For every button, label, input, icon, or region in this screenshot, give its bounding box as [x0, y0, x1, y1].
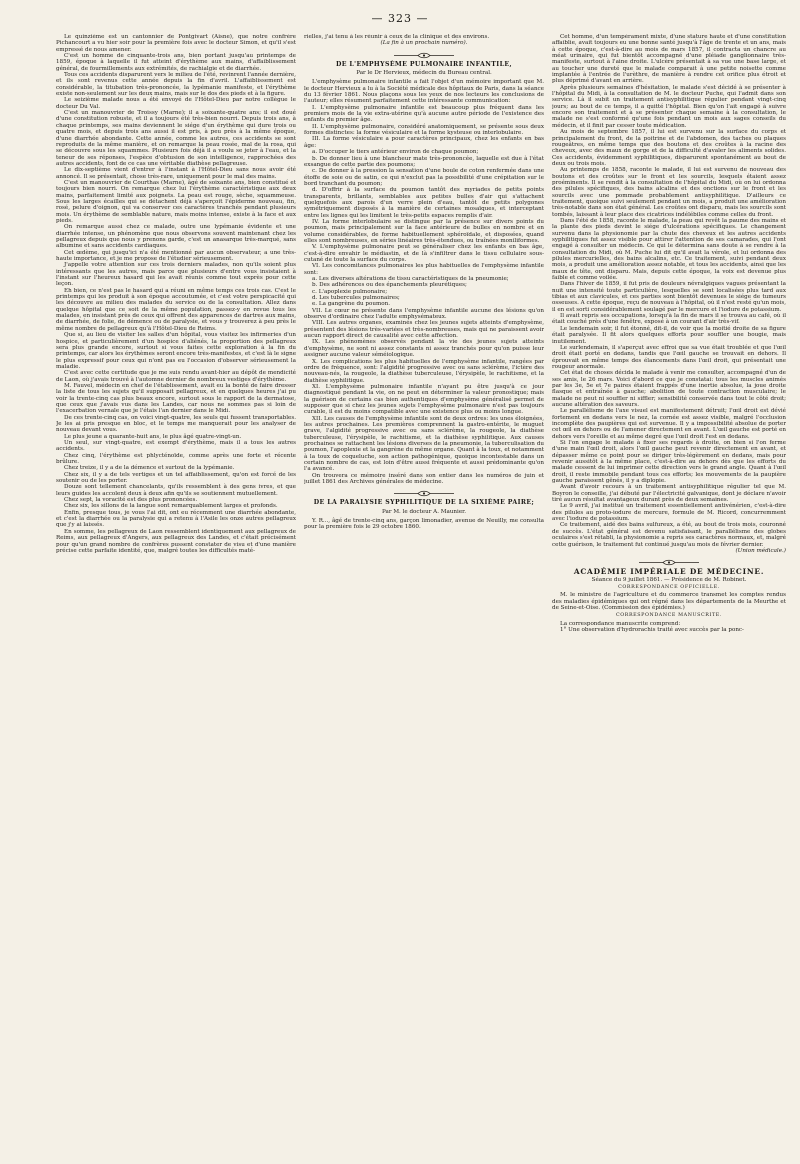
paragraph: XII. Les causes de l'emphysème infantile sont de deux ordres: les unes éloignées, les autres prochaines. Les premières comprennent la gastro-entérite, le muguet grave, l'algidité progressive avec ou sans sclérème, la rougeole, la diathèse tuberculeuse, l'érysipèle, le rachitisme, et la diathèse syphilitique. Aux causes prochaines se rattachent les lésions diverses de la pneumonie, la tuberculisation du poumon, l'apoplexie et la gangrène du même organe. Quant à la toux, et notamment à la toux de coqueluche, son action pathogénique, quoique incontestable dans un certain nombre de cas, est loin d'être aussi fréquente et aussi prédominante qu'on l'a avancé.: [304, 415, 544, 473]
paragraph: VIII. Les autres organes, examinés chez les jeunes sujets atteints d'emphysème, présentent des lésions très-variées et très-nombreuses, mais qui ne paraissent avoir aucun rapport direct de causalité avec cette affection.: [304, 320, 544, 340]
paragraph: Il avait repris ses occupations, lorsqu'à la fin de mars il se trouva au café, où il était couché près d'une fenêtre, exposé à un courant d'air très-vif.: [552, 313, 786, 326]
paragraph: En somme, les pellagreux de Laon ressemblent identiquement aux pellagreux de Reims, aux pellagreux d'Angers, aux pellagreux des Landes, et c'était précisément pour qu'un grand nombre de confrères pussent constater de visu et d'une manière précise cette parfaite identité, que, malgré toutes les difficultés maté-: [56, 528, 296, 554]
continuation-note: (La fin à un prochain numéro).: [380, 40, 468, 47]
section-title-emphyseme: DE L'EMPHYSÈME PULMONAIRE INFANTILE,: [335, 60, 513, 68]
paragraph: d. D'offrir à la surface du poumon tantôt des myriades de petits points transparents, brillants, semblables aux petites bulles d'air qui s'attachent quelquefois aux parois d'un verre plein d'eau, tantôt de petits polygones symétriquement disposés à la manière de certaines mosaïques, et interceptant entre les lignes qui les limitent le très-petits espaces remplis d'air.: [304, 187, 544, 219]
column-left: [56, 34, 296, 1156]
paragraph: Le plus jeune a quarante-huit ans, le plus âgé quatre-vingt-un.: [64, 433, 242, 440]
paragraph: Le quinzième est un cantonnier de Pontgivart (Aisne), que notre confrère Pichancourt a vu hier soir pour la première fois avec le docteur Simon, et qu'il s'est empressé de nous amener.: [56, 34, 296, 53]
paragraph: Dans l'hiver de 1859, il fut pris de douleurs névralgiques vagues présentant la nuit une intensité toute particulière, lesquelles se sont localisées plus tard aux tibias et aux clavicules, et ces parties sont bientôt devenues le siége de tumeurs osseuses. A cette époque, reçu de nouveau à l'hôpital, où il n'est resté qu'un mois, il en est sorti considérablement soulagé par le mercure et l'iodure de potassium.: [552, 281, 786, 313]
page-number: — 323 —: [371, 12, 429, 25]
paragraph: Cet œdème, qui jusqu'ici n'a été mentionné par aucun observateur, a une très-haute importance, et je me propose de l'étudier sérieusement.: [56, 249, 296, 263]
paragraph: Chez sept, la voracité est des plus prononcées.: [64, 497, 198, 504]
section-byline-paralysie: Par M. le docteur A. Maunier.: [382, 508, 466, 515]
paragraph: VI. Les concomitances pulmonaires les plus habituelles de l'emphysème infantile sont:: [304, 263, 544, 276]
paragraph: La correspondance manuscrite comprend:: [560, 620, 681, 627]
paragraph: Enfin, presque tous, je vous l'ai dit, ont eu récemment une diarrhée abondante, et c'est la diarrhée ou la paralysie qui a retenu à l'Asile les onze autres pellagreux que j'y ai laissés.: [56, 509, 296, 529]
paragraph: e. La gangrène du poumon.: [312, 301, 391, 308]
paragraph: M. le ministre de l'agriculture et du commerce transmet les comptes rendus des maladies épidémiques qui ont régné dans les départements de la Meurthe et de Seine-et-Oise. (Commission des épidémies.): [552, 592, 786, 611]
paragraph: Dans l'été de 1858, raconte le malade, la peau qui revêt la paume des mains et la plante des pieds devint le siége d'ulcérations spécifiques. Le changement survenu dans la physionomie par la chute des cheveux et les autres accidents syphilitiques fut assez visible pour attirer l'attention de ses camarades, qui l'ont engagé à consulter un médecin. Ce qui le détermina sans doute à se rendre à la consultation du Midi, où M. Puche lui dit qu'il avait la vérole, et lui ordonna des pilules mercurielles, des bains alcalins, etc. Ce traitement, suivi pendant deux mois, a produit une amélioration assez notable, et tous les accidents, ainsi que les maux de tête, ont disparu. Mais, depuis cette époque, la voix est devenue plus faible et comme voilée.: [552, 217, 786, 282]
ornament-divider: [392, 52, 456, 59]
paragraph: On remarque aussi chez ce malade, outre une lypémanie évidente et une diarrhée intense, un phénomène que nous observons souvent maintenant chez les pellagreux depuis que nous y prenons garde, c'est un anasarque très-marqué, sans albumine et sans accidents cardiaques.: [56, 224, 296, 250]
paragraph: Chez cinq, l'érythème est phlycténoïde, comme après une forte et récente brûlure.: [56, 452, 296, 466]
paragraph: Cet état de choses décida le malade à venir me consulter, accompagné d'un de ses amis, le 26 mars. Voici d'abord ce que je constatai: tous les muscles animés par les 3e, 5e et 7e paires étaient frappés d'une inertie absolue, la joue droite flasque et entraînée à gauche; abolition de toute contraction musculaire; le malade ne peut ni souffler ni siffler; sensibilité conservée dans tout le côté droit; aucune altération des saveurs.: [552, 370, 786, 408]
paragraph: IX. Les phénomènes observés pendant la vie des jeunes sujets atteints d'emphysème, ne sont ni assez constants ni assez tranchés pour qu'on puisse leur assigner aucune valeur séméiologique.: [304, 339, 544, 359]
paragraph: L'emphysème pulmonaire infantile a fait l'objet d'un mémoire important que M. le docteur Hervieux a lu à la Société médicale des hôpitaux de Paris, dans la séance du 13 février 1861. Nous plaçons sous les yeux de nos lecteurs les conclusions de l'auteur; elles résument parfaitement cette intéressante communication:: [304, 79, 544, 105]
paralysie-body: [552, 34, 786, 548]
paragraph: Avant d'avoir recours à un traitement antisyphilitique régulier tel que M. Boyron le conseille, j'ai débuté par l'électricité galvanique, dont je déclare n'avoir tiré aucun résultat avantageux durant près de deux semaines.: [552, 484, 786, 504]
paragraph: Si l'on engage le malade à fixer ses regards à droite, on bien si l'on ferme d'une main l'œil droit, alors l'œil gauche peut revenir directement en avant, et dépasser même ce point pour se diriger très-légèrement en dedans, mais pour revenir aussitôt à la même place, c'est-à-dire au dehors dès que les efforts du malade cessent de lui imprimer cette direction vers le grand angle. Quant à l'œil droit, il reste immobile pendant tous ces efforts; les mouvements de la paupière gauche paraissent gênés, il y a diplopie.: [552, 440, 786, 485]
ornament-divider: [392, 490, 456, 497]
paragraph: c. De donner à la pression la sensation d'une boule de coton renfermée dans une étoffe de soie ou de satin, ce qui n'exclut pas la possibilité d'une crépitation sur le bord tranchant du poumon;: [304, 168, 544, 187]
paragraph: Le surlendemain, il s'aperçut avec effroi que sa vue était troublée et que l'œil droit était porté en dedans, tandis que l'œil gauche se trouvait en dehors. Il éprouvait en même temps des élancements dans l'œil droit, qui présentait une rougeur anormale.: [552, 344, 786, 370]
manuscript-correspondence-heading: CORRESPONDANCE MANUSCRITE.: [615, 613, 723, 619]
paragraph: II. L'emphysème pulmonaire, considéré anatomiquement, se présente sous deux formes distinctes: la forme vésiculaire et la forme kysteuse ou interlobulaire.: [304, 123, 544, 137]
paragraph: 1° Une observation d'hydrorachis traité avec succès par la ponc-: [560, 626, 744, 633]
paragraph: c. L'apoplexie pulmonaire;: [312, 288, 388, 295]
paragraph: J'appelle votre attention sur ces trois derniers malades, non qu'ils soient plus intéressants que les autres, mais parce que plusieurs d'entre vous insistaient à l'instant sur l'heureux hasard qui les avait réunis comme tout exprès pour cette leçon.: [56, 262, 296, 288]
paragraph: Un seul, sur vingt-quatre, est exempt d'érythème, mais il a tous les autres accidents.: [56, 440, 296, 453]
paragraph: On trouvera ce mémoire inséré dans son entier dans les numéros de juin et juillet 1861 des Archives générales de médecine.: [304, 472, 544, 486]
official-correspondence-heading: CORRESPONDANCE OFFICIELLE.: [618, 584, 720, 590]
paragraph: d. Les tubercules pulmonaires;: [312, 295, 400, 302]
paragraph: Le dix-septième vient d'entrer à l'instant à l'Hôtel-Dieu sans nous avoir été annoncé. Il se présentait, chose très-rare, uniquement pour le mal des mains.: [56, 167, 296, 180]
paragraph: M. Fauvel, médecin en chef de l'établissement, avait eu la bonté de faire dresser la liste de tous les sujets qu'il supposait pellagreux, et en quelques heures j'ai pu voir la trente-cinq cas plus beaux encore, surtout sous le rapport de la dermatose, que ceux que j'avais vus dans les Landes, car nous ne sommes pas si loin de l'exacerbation vernale que je l'étais l'an dernier dans le Midi.: [56, 382, 296, 415]
paragraph: C'est un homme de cinquante-trois ans, bien portant jusqu'au printemps de 1859, époque à laquelle il fut atteint d'érythème aux mains, d'affaiblissement général, de fourmillements aux extrémités, de rachialgie et de diarrhée.: [56, 53, 296, 72]
col2-intro: rielles, j'ai tenu à les réunir à ceux de la clinique et des environs.: [304, 34, 490, 40]
paragraph: C'est un manouvrier de Troissy (Marne); il a soixante-quatre ans; il est doué d'une constitution robuste, et il a toujours été très-bien nourri. Depuis trois ans, à chaque printemps, ses mains deviennent le siége d'un érythème qui dure trois ou quatre mois, et depuis trois ans aussi il est pris, à peu près à la même époque, d'une diarrhée abondante. Cette année, comme les autres, ces accidents se sont reproduits de la même manière, et on remarque la peau rosée, mal de la rosa, qui se découvre sous les squammes. Plusieurs fois déjà il a voulu se jeter à l'eau, et la teneur de ses réponses, l'espèce d'obtusion de son intelligence, rapprochées des autres accidents, font de ce cas une véritable diathèse pellagreuse.: [56, 110, 296, 167]
paragraph: VII. Le cœur ne présente dans l'emphysème infantile aucune des lésions qu'on observe d'ordinaire chez l'adulte emphysémateux.: [304, 307, 544, 321]
paragraph: I. L'emphysème pulmonaire infantile est beaucoup plus fréquent dans les premiers mois de la vie extra-utérine qu'à aucune autre période de l'existence des enfants du premier âge.: [304, 104, 544, 124]
paragraph: Douze sont tellement chancelants, qu'ils ressemblent à des gens ivres, et que leurs guides les accolent deux à deux afin qu'ils se soutiennent mutuellement.: [56, 484, 296, 497]
source-signature: (Union médicale.): [735, 547, 786, 554]
paragraph: a. D'occuper le tiers antérieur environ de chaque poumon;: [312, 149, 479, 156]
paragraph: XI. L'emphysème pulmonaire infantile n'ayant pu être jusqu'à ce jour diagnostiqué pendant la vie, on ne peut en déterminer la valeur pronostique; mais la guérison de certains cas bien authentiques d'emphysème généralisé permet de supposer que si chez les jeunes sujets l'emphysème pulmonaire n'est pas toujours curable, il est du moins compatible avec une existence plus ou moins longue.: [304, 383, 544, 416]
paragraph: Le 9 avril, j'ai institué un traitement essentiellement antivénérien, c'est-à-dire des pilules au proto-iodure de mercure, formule de M. Ricord, concurremment avec l'iodure de potassium.: [552, 503, 786, 523]
section-byline-emphyseme: Par le Dr Hervieux, médecin du Bureau central.: [356, 70, 492, 77]
paragraph: III. La forme vésiculaire a pour caractères principaux, chez les enfants en bas âge:: [304, 136, 544, 149]
emphyseme-body: [304, 79, 544, 485]
paragraph: Le lendemain soir, il fut étonné, dit-il, de voir que la moitié droite de sa figure était paralysée. Il fit alors quelques efforts pour souffler une bougie, mais inutilement.: [552, 325, 786, 345]
column-right: [552, 34, 786, 1156]
paragraph: Eh bien, ce n'est pas le hasard qui a réuni en même temps ces trois cas. C'est le printemps qui les produit à son époque accoutumée, et c'est votre perspicacité qui les découvre au milieu des malades du service ou de la consultation. Allez dans quelque hôpital que ce soit de la même population, passez-y en revue tous les malades, en insistant près de ceux qui offrent des apparences de dartres aux mains, de diarrhée, de folie, de démence ou de paralysie, et vous y trouverez à peu près le même nombre de pellagreux qu'à l'Hôtel-Dieu de Reims.: [56, 287, 296, 332]
paragraph: IV. La forme interlobulaire se distingue par la présence sur divers points du poumon, mais principalement sur la face antérieure de bulles en nombre et en volume considérables, de forme habituellement sphéroïdale, et disposées, quand elles sont nombreuses, en séries linéaires très-étendues, ou traînées moniliformes.: [304, 218, 544, 244]
paragraph: V. L'emphysème pulmonaire peut se généraliser chez les enfants en bas âge, c'est-à-dire envahir le médiastin, et de là s'infiltrer dans le tissu cellulaire sous-cutané de toute la surface du corps.: [304, 244, 544, 263]
paragraph: Que si, au lieu de visiter les salles d'un hôpital, vous visitez les infirmeries d'un hospice, et particulièrement d'un hospice d'aliénés, la proportion des pellagreux sera plus grande encore, surtout si vous faites cette exploration à la fin du printemps, car alors les érythèmes seront encore très-manifestes, et c'est là le signe le plus expressif pour ceux qui n'ont pas eu l'occasion d'observer sérieusement la maladie.: [56, 332, 296, 370]
paragraph: Chez six, les sillons de la langue sont remarquablement larges et profonds.: [64, 503, 278, 510]
academy-session: Séance du 9 juillet 1861. — Présidence de M. Robinet.: [591, 576, 747, 583]
paragraph: b. Des adhérences ou des épanchements pleurétiques;: [312, 282, 467, 289]
paragraph: Ce traitement, aidé des bains sulfureux, a été, au bout de trois mois, couronné de succès. L'état général est devenu satisfaisant, le parallélisme des globes oculaires s'est rétabli, la physionomie a repris ses caractères normaux, et, malgré cette guérison, le traitement fut continué jusqu'au mois de février dernier.: [552, 522, 786, 548]
paragraph: Cet homme, d'un tempérament mixte, d'une stature haute et d'une constitution affaiblie, avait toujours eu une bonne santé jusqu'à l'âge de trente et un ans, mais à cette époque, c'est-à-dire au mois de mars 1857, il contracta un chancre au méat urinaire, qui fut bientôt accompagné d'une pléiade ganglionnaire très-manifeste, surtout à l'aine droite. L'ulcère présentait à sa vue une base large, et au toucher une dureté que le malade comparait à une petite noisette comme implantée à l'entrée de l'urèthre, de manière à rendre cet orifice plus étroit et plus déprimé d'avant en arrière.: [552, 34, 786, 85]
paragraph: Le parallélisme de l'axe visuel est manifestement détruit; l'œil droit est dévié fortement en dedans vers le nez, la cornée est assez visible, malgré l'occlusion incomplète des paupières qui est survenue. Il y a impossibilité absolue de porter cet œil en dehors ou de l'amener directement en avant. L'œil gauche est porté en dehors vers l'oreille et au même degré que l'œil droit l'est en dedans.: [552, 408, 786, 440]
paragraph: Au mois de septembre 1857, il lui est survenu sur la surface du corps et principalement du front, de la poitrine et de l'abdomen, des taches ou plaques rougeâtres, en même temps que des boutons et des croûtes à la racine des cheveux, avec des maux de gorge et de la difficulté d'avaler les aliments solides. Ces accidents, évidemment syphilitiques, disparurent spontanément au bout de deux ou trois mois.: [552, 129, 786, 167]
paragraph: C'est un manouvrier de Courthas (Marne), âgé de soixante ans, bien constitué et toujours bien nourri. On remarque chez lui l'érythème caractéristique aux deux mains, parfaitement limité aux poignets. La peau est rouge, sèche, squammeuse. Sous les larges écailles qui se détachent déjà s'aperçoit l'épiderme nouveau, fin, rosé, pelure d'oignon, qui va conserver ces caractères tranchés pendant plusieurs mois. Un érythème de semblable nature, mais moins intense, existe à la face et aux pieds.: [56, 179, 296, 224]
paragraph: Chez six, il y a de tels vertiges et un tel affaiblissement, qu'on est forcé de les soutenir ou de les porter.: [56, 471, 296, 485]
academy-title: ACADÉMIE IMPÉRIALE DE MÉDECINE.: [573, 567, 765, 577]
paragraph: C'est avec cette certitude que je me suis rendu avant-hier au dépôt de mendicité de Laon, où j'avais trouvé à l'automne dernier de nombreux vestiges d'érythème.: [56, 370, 296, 383]
paragraph: Au printemps de 1858, raconte le malade, il lui est survenu de nouveau des boutons et des croûtes sur le front et les sourcils, lesquels étaient assez proéminents. Il se rendit à la consultation de l'hôpital du Midi, où on lui ordonna des pilules spécifiques, des bains alcalins et des onctions sur le front et les sourcils avec une pommade probablement antisyphilitique. D'ailleurs ce traitement, quoique suivi seulement pendant un mois, a produit une amélioration très-notable dans son état général. Les croûtes ont disparu, mais les sourcils sont tombés, laissant à leur place des cicatrices indélébiles comme celles du front.: [552, 167, 786, 218]
paragraph: Y. R..., âgé de trente-cinq ans, garçon limonadier, avenue de Neuilly, me consulta pour la première fois le 29 octobre 1860.: [304, 518, 544, 531]
section-title-paralysie: DE LA PARALYSIE SYPHILITIQUE DE LA SIXIÈME PAIRE;: [313, 499, 535, 507]
paragraph: Tous ces accidents disparurent vers le milieu de l'été, revinrent l'année dernière, et ils sont revenus cette année depuis la fin d'avril. L'affaiblissement est considérable, la titubation très-prononcée, la lypémanie manifeste, et l'érythème existe non-seulement sur les deux mains, mais sur le dos des pieds et à la figure.: [56, 72, 296, 98]
column-middle: [304, 34, 544, 1156]
paragraph: Chez treize, il y a de la démence et surtout de la lypémanie.: [64, 465, 235, 472]
paragraph: Le seizième malade nous a été envoyé de l'Hôtel-Dieu par notre collègue le docteur Du Val.: [56, 97, 296, 110]
paragraph: X. Les complications les plus habituelles de l'emphysème infantile, rangées par ordre de fréquence, sont: l'algidité progressive avec ou sans sclérème, l'ictère des nouveau-nés, la rougeole, la diathèse tuberculeuse, l'érysipèle, le rachitisme, et la diathèse syphilitique.: [304, 358, 544, 384]
paragraph: b. De donner lieu à une blancheur mate très-prononcée, laquelle est due à l'état exsangue de cette partie des poumons;: [304, 155, 544, 168]
paragraph: Après plusieurs semaines d'hésitation, le malade s'est décidé à se présenter à l'hôpital du Midi, à la consultation de M. le docteur Puche, qui l'admit dans son service. Là il subit un traitement antisyphilitique régulier pendant vingt-cinq jours; au bout de ce temps, il a quitté l'hôpital. Bien qu'on l'ait engagé à suivre encore son traitement et à se présenter chaque semaine à la consultation, le malade ne s'est conformé qu'une fois pendant un mois aux sages conseils du médecin, et il finit par cesser toute médication.: [552, 84, 786, 129]
ornament-divider: [637, 559, 701, 566]
paragraph: De ces trente-cinq cas, on voici vingt-quatre, les seuls qui fussent transportables. Je les ai pris presque en bloc, et le temps me manquerait pour les analyser de nouveau devant vous.: [56, 414, 296, 434]
paragraph: a. Les diverses altérations de tissu caractéristiques de la pneumonie;: [312, 276, 509, 283]
